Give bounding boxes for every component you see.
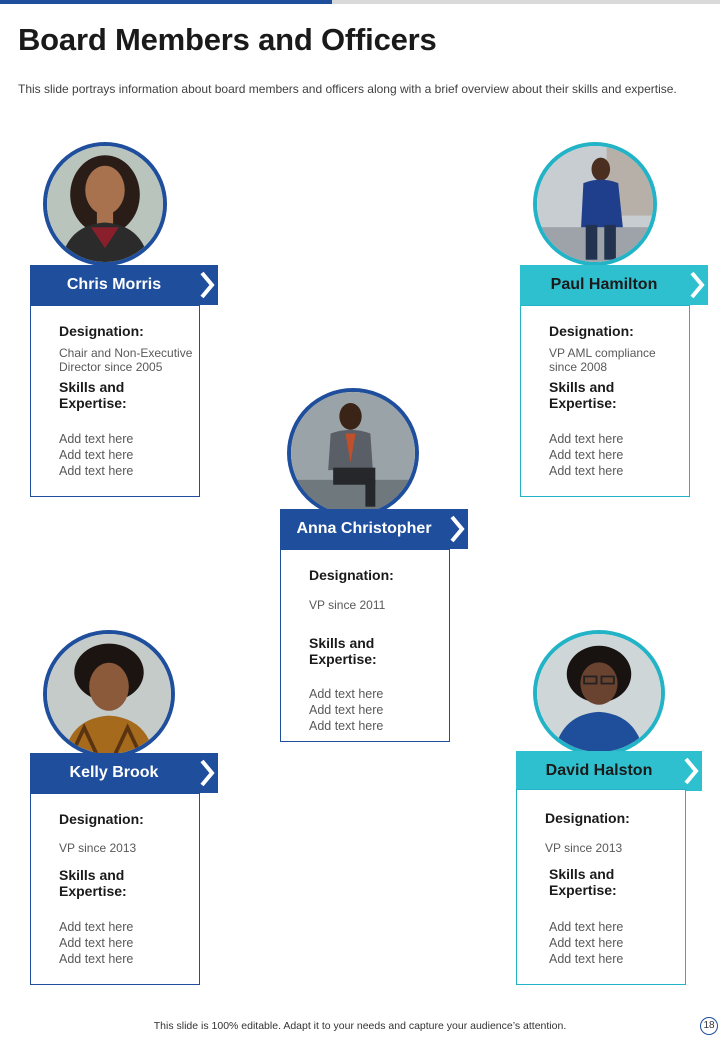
skills-label: Skills and Expertise: — [309, 635, 377, 667]
designation-line: VP since 2013 — [59, 841, 137, 855]
designation-label: Designation: — [545, 810, 630, 826]
skills-list — [59, 431, 133, 479]
man-in-suit-photo — [533, 142, 657, 266]
member-name-banner — [30, 265, 218, 305]
skill-item: Add text here — [549, 920, 624, 934]
skill-item: Add text here — [549, 464, 624, 478]
designation-text — [59, 841, 209, 855]
skills-label: Skills and Expertise: — [59, 867, 127, 899]
page-subtitle: This slide portrays information about board members and officers along with a brief overview about their skills and expertise. — [18, 82, 677, 96]
designation-text — [309, 598, 459, 612]
skill-item: Add text here — [59, 432, 134, 446]
skill-item: Add text here — [309, 687, 384, 701]
chevron-right-icon — [684, 265, 708, 305]
member-card-anna-christopher — [280, 388, 470, 744]
member-name: Anna Christopher — [296, 520, 432, 537]
skill-item: Add text here — [59, 464, 134, 478]
skills-label: Skills and Expertise: — [549, 866, 617, 898]
member-card-david-halston — [516, 630, 706, 986]
designation-line: Director since 2005 — [59, 360, 163, 374]
designation-label: Designation: — [549, 323, 634, 339]
member-details-card — [520, 305, 690, 497]
member-name-banner — [280, 509, 468, 549]
designation-line: VP since 2011 — [309, 598, 386, 612]
designation-text — [545, 841, 695, 855]
designation-label: Designation: — [59, 323, 144, 339]
member-name: David Halston — [545, 762, 653, 779]
page-title: Board Members and Officers — [18, 22, 437, 57]
woman-curly-hair-photo — [43, 630, 175, 758]
skills-label: Skills and Expertise: — [549, 379, 617, 411]
skill-item: Add text here — [549, 432, 624, 446]
member-name: Paul Hamilton — [550, 276, 658, 293]
designation-line: since 2008 — [549, 360, 608, 374]
member-card-paul-hamilton — [520, 142, 710, 498]
skill-item: Add text here — [309, 703, 384, 717]
designation-line: VP AML compliance — [549, 346, 656, 360]
skill-item: Add text here — [59, 920, 134, 934]
skill-item: Add text here — [549, 952, 624, 966]
page-number-badge: 18 — [700, 1017, 718, 1035]
woman-glasses-photo — [533, 630, 665, 756]
seated-man-photo — [287, 388, 419, 518]
skill-item: Add text here — [549, 936, 624, 950]
woman-portrait-photo — [43, 142, 167, 266]
skill-item: Add text here — [59, 936, 134, 950]
member-details-card — [516, 789, 686, 985]
skill-item: Add text here — [59, 448, 134, 462]
skills-list — [549, 431, 623, 479]
skill-item: Add text here — [59, 952, 134, 966]
member-name: Chris Morris — [66, 276, 162, 293]
chevron-right-icon — [444, 509, 468, 549]
top-divider-bar — [332, 0, 720, 4]
footer-note: This slide is 100% editable. Adapt it to your needs and capture your audience’s attention. — [153, 1020, 567, 1032]
designation-label: Designation: — [59, 811, 144, 827]
member-card-kelly-brook — [30, 630, 220, 986]
skills-list — [59, 919, 133, 967]
designation-line: Chair and Non-Executive — [59, 346, 193, 360]
chevron-right-icon — [194, 265, 218, 305]
skill-item: Add text here — [309, 719, 384, 733]
member-name-banner — [30, 753, 218, 793]
top-accent-bar — [0, 0, 332, 4]
designation-text — [549, 346, 699, 374]
member-details-card — [30, 305, 200, 497]
designation-label: Designation: — [309, 567, 394, 583]
member-name-banner — [520, 265, 708, 305]
member-name-banner — [516, 751, 702, 791]
skills-list — [309, 686, 383, 734]
member-card-chris-morris — [30, 142, 220, 498]
skills-label: Skills and Expertise: — [59, 379, 127, 411]
skills-list — [549, 919, 623, 967]
chevron-right-icon — [194, 753, 218, 793]
designation-line: VP since 2013 — [545, 841, 623, 855]
member-name: Kelly Brook — [69, 764, 159, 781]
member-details-card — [30, 793, 200, 985]
skill-item: Add text here — [549, 448, 624, 462]
member-details-card — [280, 549, 450, 742]
chevron-right-icon — [678, 751, 702, 791]
designation-text — [59, 346, 209, 374]
